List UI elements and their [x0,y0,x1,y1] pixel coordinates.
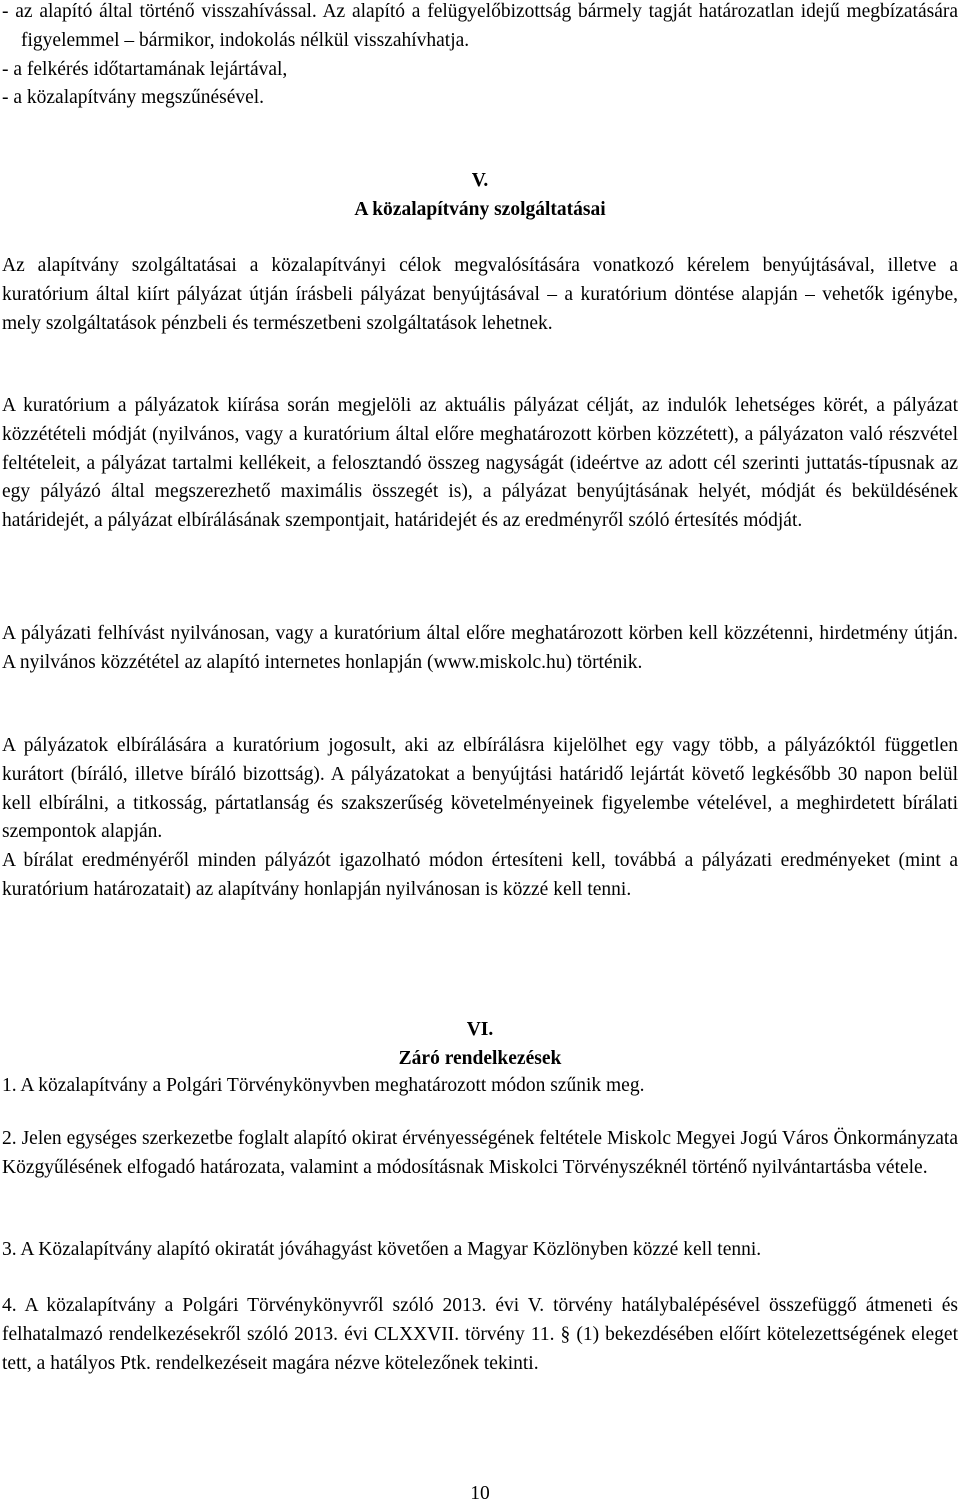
page-number: 10 [470,1483,490,1504]
paragraph: A pályázatok elbírálására a kuratórium jogosult, aki az elbírálásra kijelölhet egy vagy több, a pályázóktól független kurátort (bíráló, illetve bíráló bizottság). A pályázatokat a benyújtási határidő lejártát követő legkésőbb 30 napon belül kell elbírálni, a titkosság, pártatlanság és szakszerűség követelményeinek figyelembe vételével, a meghirdetett bírálati szempontok alapján. [2,735,958,843]
section-5-body [2,392,958,536]
section-5-body [2,620,958,678]
closing-provisions [2,1125,958,1183]
list-item: 4. A közalapítvány a Polgári Törvénykönyvről szóló 2013. évi V. törvény hatálybalépésével összefüggő átmeneti és felhatalmazó rendelkezésekről szóló 2013. évi CLXXVII. törvény 11. § (1) bekezdésében előírt kötelezettségének eleget tett, a hatályos Ptk. rendelkezéseit magára nézve kötelezőnek tekinti. [2,1295,958,1374]
list-item: 2. Jelen egységes szerkezetbe foglalt alapító okirat érvényességének feltétele Miskolc Megyei Jogú Város Önkormányzata Közgyűlésének elfogadó határozata, valamint a módosításnak Miskolci Törvényszéknél történő nyilvántartásba vétele. [2,1128,958,1178]
closing-provisions [2,1236,958,1265]
section-6-heading [2,1016,958,1074]
list-item: - a felkérés időtartamának lejártával, [2,58,288,80]
list-item: - az alapító által történő visszahívással. Az alapító a felügyelőbizottság bármely tagját határozatlan idejű megbízatására figyelemmel – bármikor, indokolás nélkül visszahívhatja. [2,1,958,51]
list-item: - a közalapítvány megszűnésével. [2,87,265,109]
section-title: A közalapítvány szolgáltatásai [354,198,606,220]
dismissal-list [2,0,958,113]
section-number: VI. [466,1019,494,1040]
paragraph: Az alapítvány szolgáltatásai a közalapítványi célok megvalósítására vonatkozó kérelem benyújtásával, illetve a kuratórium által kiírt pályázat útján írásbeli pályázat benyújtásával – a kuratórium döntése alapján – vehetők igénybe, mely szolgáltatások pénzbeli és természetbeni szolgáltatások lehetnek. [2,255,958,334]
section-5-heading [2,167,958,225]
section-5-body [2,732,958,905]
list-item: 3. A Közalapítvány alapító okiratát jóváhagyást követően a Magyar Közlönyben közzé kell tenni. [2,1239,762,1260]
section-5-body [2,252,958,338]
list-item: 1. A közalapítvány a Polgári Törvénykönyvben meghatározott módon szűnik meg. [2,1075,645,1096]
closing-provisions [2,1292,958,1378]
paragraph: A bírálat eredményéről minden pályázót igazolható módon értesíteni kell, továbbá a pályázati eredményeket (mint a kuratórium határozatait) az alapítvány honlapján nyilvánosan is közzé kell tenni. [2,850,958,900]
closing-provisions [2,1072,958,1101]
paragraph: A kuratórium a pályázatok kiírása során megjelöli az aktuális pályázat célját, az indulók lehetséges körét, a pályázat közzétételi módját (nyilvános, vagy a kuratórium által előre meghatározott körben közzétett), a pályázaton való részvétel feltételeit, a pályázat tartalmi kellékeit, a felosztandó összeg nagyságát (ideértve az adott cél szerinti juttatás-típusnak az egy pályázó által megszerezhető maximális összegét is), a pályázat benyújtásának helyét, módját és beküldésének határidejét, a pályázat elbírálásának szempontjait, határidejét és az eredményről szóló értesítés módját. [2,395,958,532]
section-number: V. [471,170,489,191]
paragraph: A pályázati felhívást nyilvánosan, vagy a kuratórium által előre meghatározott körben kell közzétenni, hirdetmény útján. A nyilvános közzététel az alapító internetes honlapján (www.miskolc.hu) történik. [2,623,958,673]
section-title: Záró rendelkezések [398,1047,562,1069]
